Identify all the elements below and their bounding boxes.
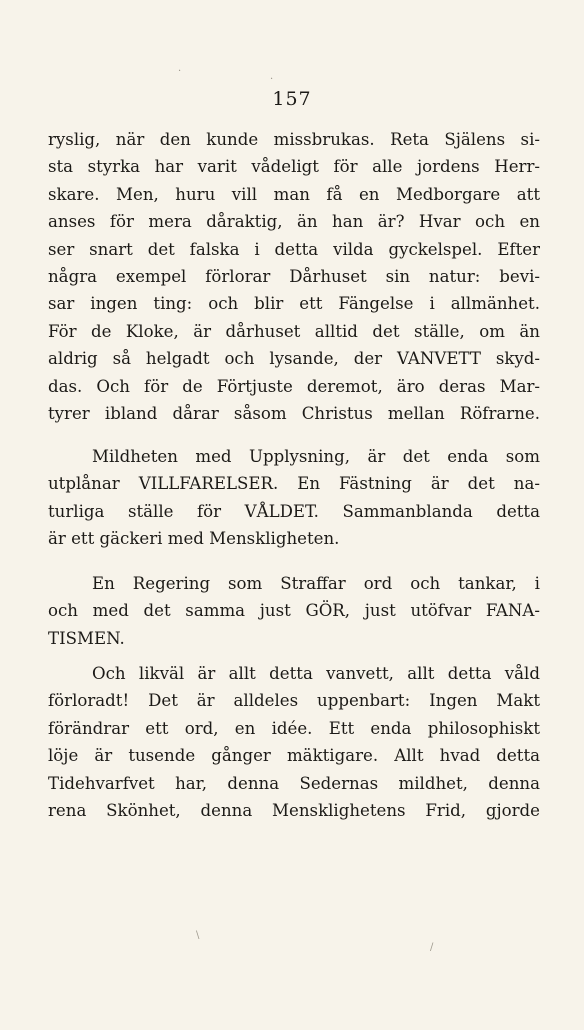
text-line: förloradt! Det är alldeles uppenbart: Ingen Makt [48, 691, 540, 711]
text-line: das. Och för de Förtjuste deremot, äro deras Mar- [48, 376, 540, 396]
text-line: rena Skönhet, denna Mensklighetens Frid, gjorde [48, 801, 540, 821]
text-line: För de Kloke, är dårhuset alltid det ställe, om än [48, 321, 540, 341]
text-line: löje är tusende gånger mäktigare. Allt hvad detta [48, 746, 540, 766]
paragraph-2 [48, 443, 540, 553]
page-number: 157 [272, 88, 312, 110]
text-line: Och likväl är allt detta vanvett, allt detta våld [92, 664, 540, 683]
paragraph-1 [48, 126, 540, 427]
text-line: några exempel förlorar Dårhuset sin natur: bevi- [48, 267, 540, 287]
paragraph-4 [48, 660, 540, 824]
paragraph-3 [48, 570, 540, 652]
text-line: En Regering som Straffar ord och tankar, i [92, 574, 540, 593]
text-line: skare. Men, huru vill man få en Medborgare att [48, 184, 540, 204]
text-line: utplånar VILLFARELSER. En Fästning är det na- [48, 474, 540, 494]
text-line: aldrig så helgadt och lysande, der VANVETT skyd- [48, 349, 540, 369]
text-line: tyrer ibland dårar såsom Christus mellan Röfrarne. [48, 404, 540, 424]
text-line: sar ingen ting: och blir ett Fängelse i allmänhet. [48, 294, 540, 314]
text-line: TISMEN. [48, 628, 125, 648]
text-line: Mildheten med Upplysning, är det enda som [92, 447, 540, 466]
text-line: anses för mera dåraktig, än han är? Hvar och en [48, 212, 540, 232]
text-line: Tidehvarfvet har, denna Sedernas mildhet, denna [48, 773, 540, 793]
text-line: ser snart det falska i detta vilda gyckelspel. Efter [48, 239, 540, 259]
paper-speck: · [270, 74, 274, 85]
text-line: är ett gäckeri med Menskligheten. [48, 529, 340, 549]
text-line: turliga ställe för VÅLDET. Sammanblanda detta [48, 501, 540, 521]
paper-speck: \ [196, 930, 200, 941]
text-line: sta styrka har varit vådeligt för alle jordens Herr- [48, 157, 540, 177]
text-line: förändrar ett ord, en idée. Ett enda philosophiskt [48, 718, 540, 738]
text-line: ryslig, när den kunde missbrukas. Reta Själens si- [48, 130, 540, 149]
paper-speck: · [178, 66, 182, 77]
paper-speck: / [430, 942, 434, 953]
text-line: och med det samma just GÖR, just utöfvar FANA- [48, 601, 540, 621]
